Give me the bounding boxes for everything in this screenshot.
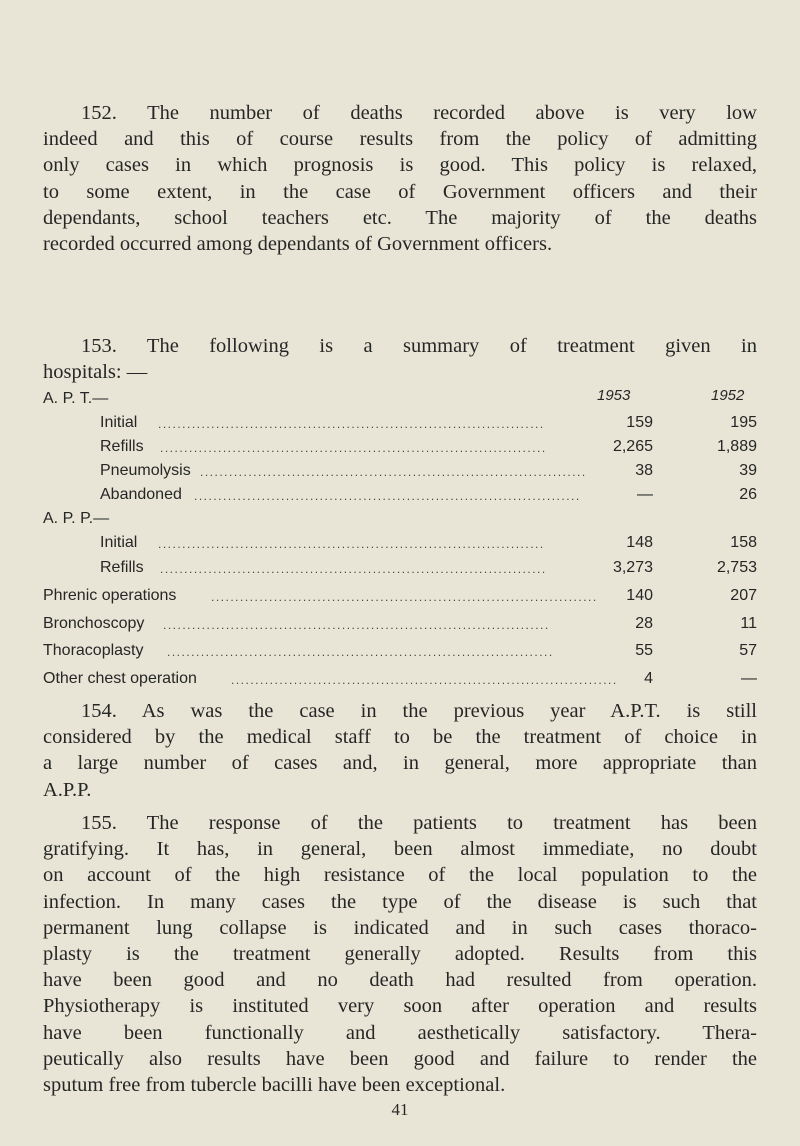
leader-dots: ................................................................................ xyxy=(200,465,587,479)
value-1953: 4 xyxy=(644,670,653,687)
table-row xyxy=(0,438,800,460)
text-line: plasty is the treatment generally adopted. Results from this xyxy=(43,942,757,965)
value-1952: 158 xyxy=(730,534,757,551)
text-line: A.P.P. xyxy=(43,778,92,801)
paragraph-153 xyxy=(43,333,757,385)
table-row xyxy=(0,670,800,692)
text-line: have been functionally and aesthetically satisfactory. Thera- xyxy=(43,1021,757,1044)
value-1952: 57 xyxy=(739,642,757,659)
text-line: a large number of cases and, in general, more appropriate than xyxy=(43,752,757,775)
row-label: Bronchoscopy xyxy=(43,615,145,632)
value-1953: 38 xyxy=(635,462,653,479)
value-1953: 159 xyxy=(626,414,653,431)
text-line: dependants, school teachers etc. The majority of the deaths xyxy=(43,206,757,229)
table-row xyxy=(0,642,800,664)
leader-dots: ................................................................................ xyxy=(194,489,581,503)
leader-dots: ................................................................................ xyxy=(231,673,618,687)
leader-dots: ................................................................................ xyxy=(160,441,547,455)
text-line: 152. The number of deaths recorded above is very low xyxy=(81,102,757,124)
value-1952: 26 xyxy=(739,486,757,503)
value-1953: 148 xyxy=(626,534,653,551)
text-line: have been good and no death had resulted from operation. xyxy=(43,969,757,992)
year-header-1953: 1953 xyxy=(597,387,631,404)
text-line: peutically also results have been good and failure to render the xyxy=(43,1047,757,1070)
row-label: Refills xyxy=(100,438,144,455)
table-row xyxy=(0,414,800,436)
row-label: Other chest operation xyxy=(43,670,197,687)
text-line: hospitals: — xyxy=(43,361,148,384)
leader-dots: ................................................................................ xyxy=(167,645,554,659)
row-label: Pneumolysis xyxy=(100,462,191,479)
value-1952: — xyxy=(741,670,757,687)
value-1952: 2,753 xyxy=(716,559,757,576)
leader-dots: ................................................................................ xyxy=(211,590,598,604)
table-row xyxy=(0,534,800,556)
table-row xyxy=(0,587,800,609)
row-label: Refills xyxy=(100,559,144,576)
row-label: Abandoned xyxy=(100,486,182,503)
text-line: 154. As was the case in the previous year A.P.T. is still xyxy=(81,700,757,722)
row-label: A. P. P.— xyxy=(43,510,110,527)
year-header-1952: 1952 xyxy=(711,387,745,404)
leader-dots: ................................................................................ xyxy=(163,618,550,632)
text-line: indeed and this of course results from the policy of admitting xyxy=(43,128,757,151)
value-1953: 140 xyxy=(626,587,653,604)
table-row xyxy=(0,390,800,412)
text-line: sputum free from tubercle bacilli have been exceptional. xyxy=(43,1073,506,1096)
text-line: gratifying. It has, in general, been almost immediate, no doubt xyxy=(43,838,757,861)
value-1953: 55 xyxy=(635,642,653,659)
row-label: Initial xyxy=(100,534,138,551)
value-1953: 2,265 xyxy=(612,438,653,455)
value-1953: 3,273 xyxy=(612,559,653,576)
text-line: 153. The following is a summary of treatment given in xyxy=(81,335,757,357)
value-1952: 39 xyxy=(739,462,757,479)
value-1953: — xyxy=(637,486,653,503)
value-1953: 28 xyxy=(635,615,653,632)
table-row xyxy=(0,559,800,581)
text-line: to some extent, in the case of Government officers and their xyxy=(43,180,757,203)
text-line: 155. The response of the patients to treatment has been xyxy=(81,812,757,834)
table-row xyxy=(0,510,800,532)
leader-dots: ................................................................................ xyxy=(158,537,545,551)
text-line: infection. In many cases the type of the disease is such that xyxy=(43,890,757,913)
page-number: 41 xyxy=(391,1100,409,1119)
leader-dots: ................................................................................ xyxy=(158,417,545,431)
row-label: Phrenic operations xyxy=(43,587,177,604)
text-line: recorded occurred among dependants of Government officers. xyxy=(43,232,553,255)
text-line: Physiotherapy is instituted very soon after operation and results xyxy=(43,995,757,1018)
value-1952: 207 xyxy=(730,587,757,604)
value-1952: 11 xyxy=(740,615,757,632)
value-1952: 195 xyxy=(730,414,757,431)
text-line: considered by the medical staff to be the treatment of choice in xyxy=(43,726,757,749)
row-label: A. P. T.— xyxy=(43,390,109,407)
table-row xyxy=(0,462,800,484)
leader-dots: ................................................................................ xyxy=(160,562,547,576)
table-row xyxy=(0,615,800,637)
text-line: permanent lung collapse is indicated and in such cases thoraco- xyxy=(43,916,757,939)
row-label: Thoracoplasty xyxy=(43,642,144,659)
table-row xyxy=(0,486,800,508)
row-label: Initial xyxy=(100,414,138,431)
paragraph-154 xyxy=(43,698,757,803)
paragraph-155 xyxy=(43,810,757,1098)
paragraph-152 xyxy=(43,100,757,257)
value-1952: 1,889 xyxy=(716,438,757,455)
text-line: only cases in which prognosis is good. This policy is relaxed, xyxy=(43,154,757,177)
text-line: on account of the high resistance of the local population to the xyxy=(43,864,757,887)
